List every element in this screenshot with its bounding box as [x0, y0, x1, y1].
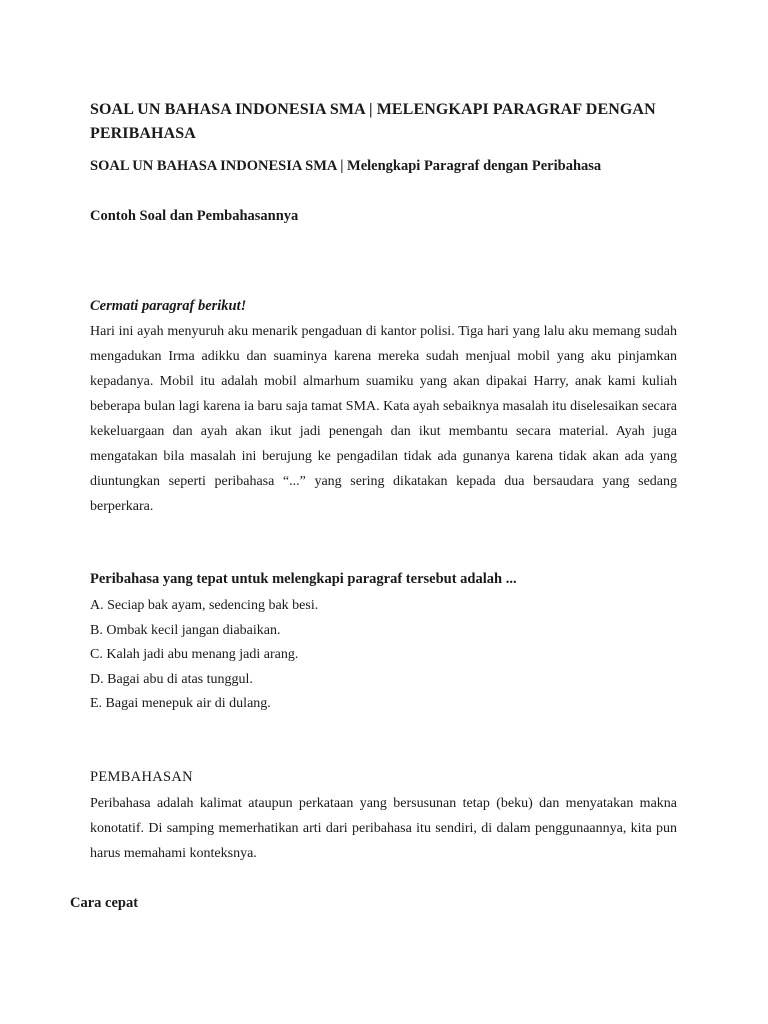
document-title: SOAL UN BAHASA INDONESIA SMA | MELENGKAPI PARAGRAF DENGAN PERIBAHASA — [90, 101, 656, 142]
option-b: B. Ombak kecil jangan diabaikan. — [90, 622, 281, 638]
section-heading-contoh: Contoh Soal dan Pembahasannya — [90, 208, 299, 224]
answer-options — [90, 594, 690, 717]
option-e: E. Bagai menepuk air di dulang. — [90, 696, 271, 712]
question-prompt: Peribahasa yang tepat untuk melengkapi paragraf tersebut adalah ... — [90, 571, 517, 587]
cara-cepat-heading: Cara cepat — [70, 895, 139, 911]
document-subtitle: SOAL UN BAHASA INDONESIA SMA | Melengkapi Paragraf dengan Peribahasa — [90, 158, 602, 174]
option-c: C. Kalah jadi abu menang jadi arang. — [90, 647, 299, 663]
question-instruction: Cermati paragraf berikut! — [90, 298, 247, 314]
pembahasan-heading: PEMBAHASAN — [90, 769, 193, 785]
option-a: A. Seciap bak ayam, sedencing bak besi. — [90, 598, 319, 613]
option-d: D. Bagai abu di atas tunggul. — [90, 671, 253, 687]
pembahasan-paragraph: Peribahasa adalah kalimat ataupun perkataan yang bersusunan tetap (beku) dan menyatakan makna konotatif. Di samping memerhatikan arti dari peribahasa itu sendiri, di dalam penggunaannya, kita pun harus memahami konteksnya. — [90, 796, 677, 861]
question-paragraph: Hari ini ayah menyuruh aku menarik pengaduan di kantor polisi. Tiga hari yang lalu aku memang sudah mengadukan Irma adikku dan suaminya karena mereka sudah menjual mobil yang aku pinjamkan kepadanya. Mobil itu adalah mobil almarhum suamiku yang akan dipakai Harry, anak kami kuliah beberapa bulan lagi karena ia baru saja tamat SMA. Kata ayah sebaiknya masalah itu diselesaikan secara kekeluargaan dan ayah akan ikut jadi penengah dan ikut membantu secara material. Ayah juga mengatakan bila masalah ini berujung ke pengadilan tidak ada gunanya karena tidak akan ada yang diuntungkan seperti peribahasa “...” yang sering dikatakan kepada dua bersaudara yang sedang berperkara. — [90, 324, 677, 514]
